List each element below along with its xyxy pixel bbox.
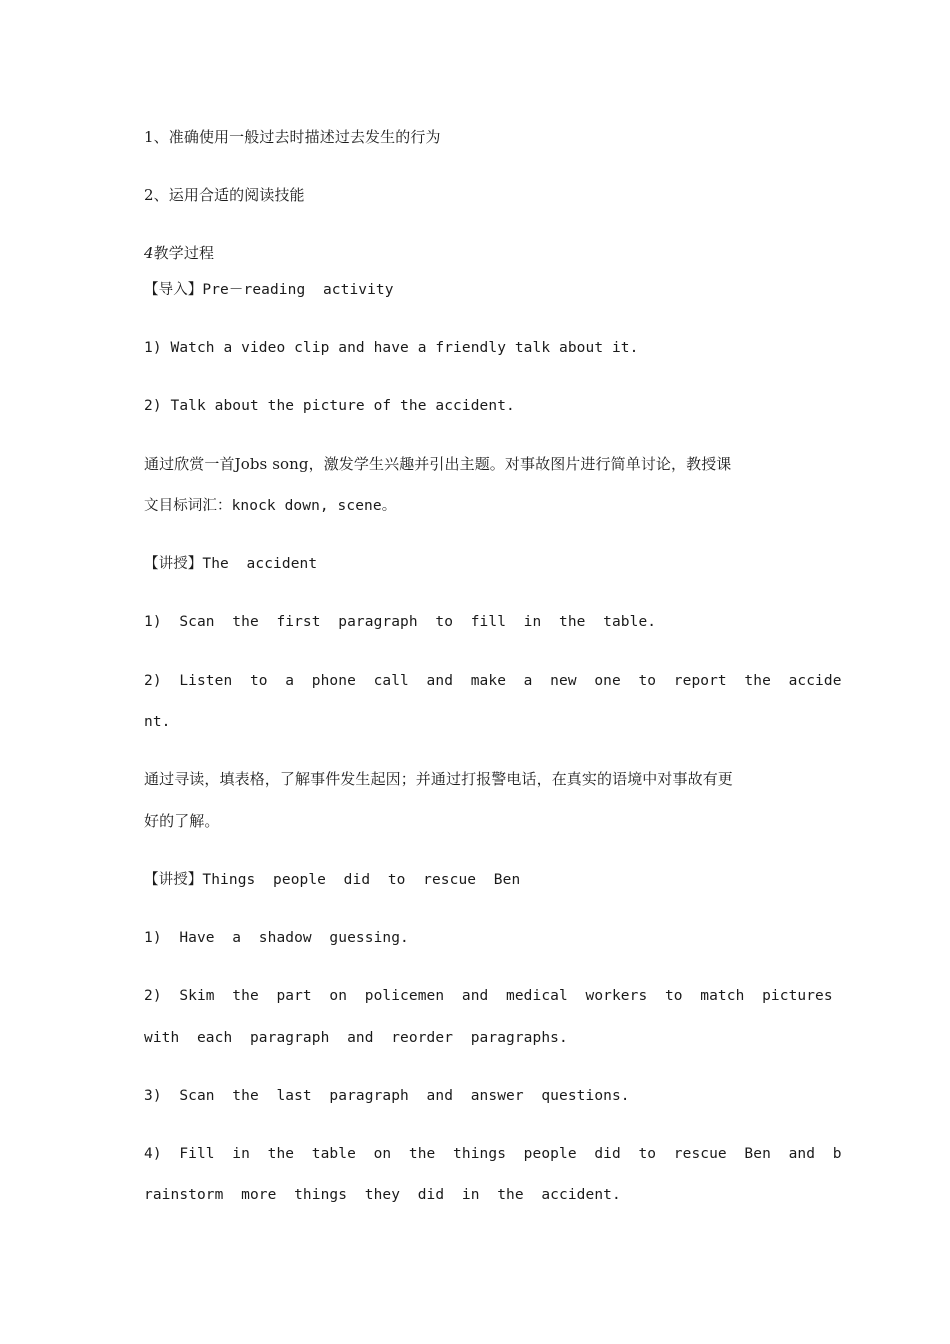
teach-accident-step-2-line-1: 2) Listen to a phone call and make a new one to report the accide bbox=[144, 673, 842, 689]
lead-in-step-1: 1) Watch a video clip and have a friendly talk about it. bbox=[144, 340, 639, 356]
section-number: 4 bbox=[144, 244, 154, 262]
objective-1: 1、准确使用一般过去时描述过去发生的行为 bbox=[144, 128, 441, 146]
lead-in-step-2: 2) Talk about the picture of the accident. bbox=[144, 398, 515, 414]
teach-accident-note-line-2: 好的了解。 bbox=[144, 812, 220, 830]
teach-rescue-step-2-line-2: with each paragraph and reorder paragraphs. bbox=[144, 1030, 568, 1046]
section-heading bbox=[144, 243, 806, 263]
teach-rescue-step-1: 1) Have a shadow guessing. bbox=[144, 930, 409, 946]
teach-accident-step-2-line-2: nt. bbox=[144, 714, 171, 730]
teach-accident-heading: 【讲授】The accident bbox=[144, 556, 318, 572]
lead-in-heading: 【导入】Pre－reading activity bbox=[144, 282, 394, 298]
teach-rescue-step-2-line-1: 2) Skim the part on policemen and medical workers to match pictures bbox=[144, 988, 833, 1004]
lead-in-note-line-1: 通过欣赏一首Jobs song，激发学生兴趣并引出主题。对事故图片进行简单讨论，教授课 bbox=[144, 455, 732, 473]
teach-accident-note-line-1: 通过寻读，填表格，了解事件发生起因；并通过打报警电话，在真实的语境中对事故有更 bbox=[144, 770, 733, 788]
teach-rescue-step-4-line-2: rainstorm more things they did in the accident. bbox=[144, 1187, 621, 1203]
teach-rescue-heading: 【讲授】Things people did to rescue Ben bbox=[144, 872, 521, 888]
teach-rescue-step-4-line-1: 4) Fill in the table on the things people did to rescue Ben and b bbox=[144, 1146, 842, 1162]
teach-accident-step-1: 1) Scan the first paragraph to fill in the table. bbox=[144, 614, 657, 630]
section-title: 教学过程 bbox=[153, 244, 215, 262]
objective-2: 2、运用合适的阅读技能 bbox=[144, 186, 305, 204]
lead-in-note-line-2: 文目标词汇：knock down, scene。 bbox=[144, 498, 397, 514]
teach-rescue-step-3: 3) Scan the last paragraph and answer questions. bbox=[144, 1088, 630, 1104]
